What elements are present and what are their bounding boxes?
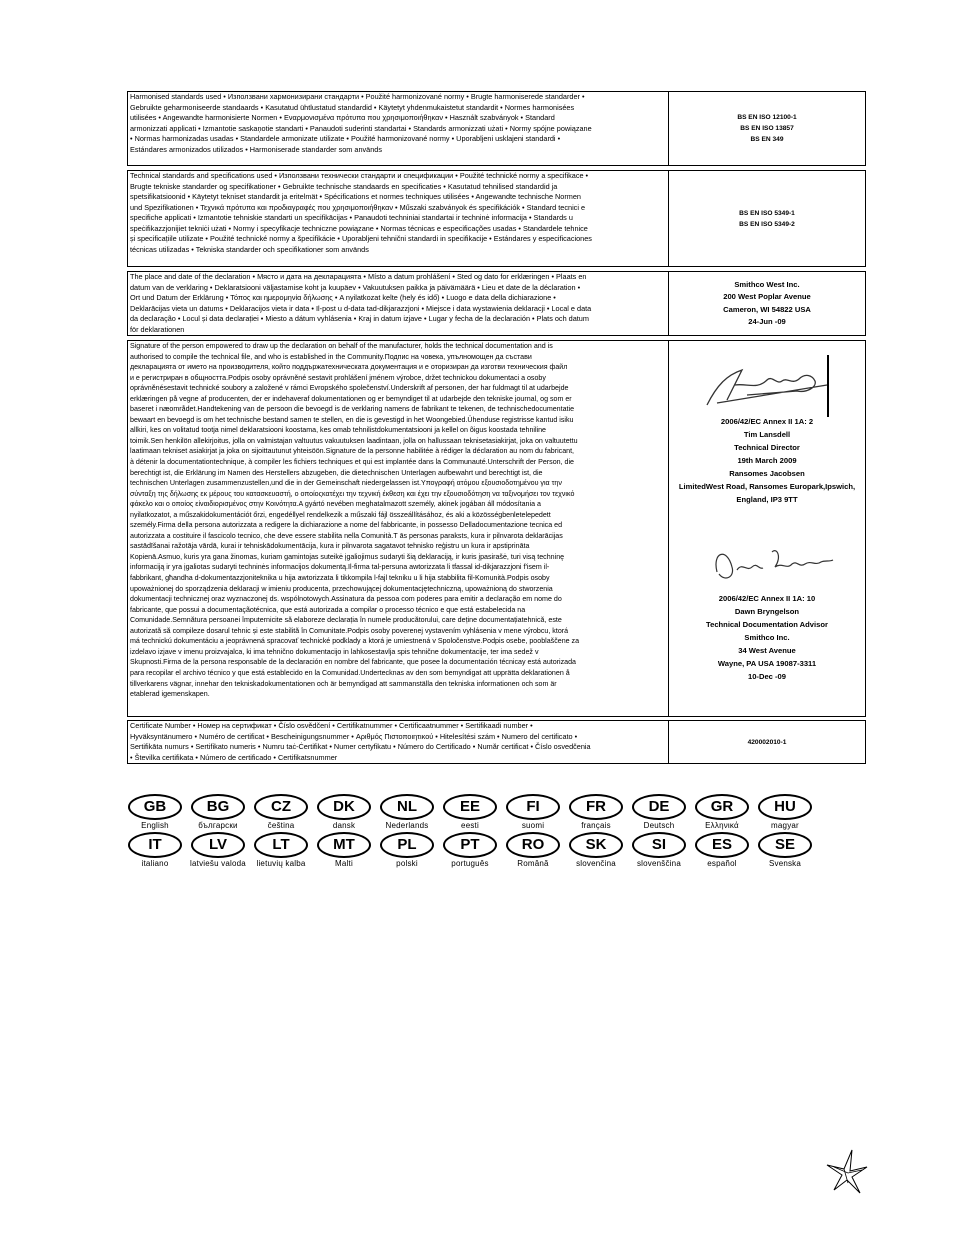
language-name: Svenska bbox=[768, 859, 802, 868]
language-code: EE bbox=[443, 794, 497, 820]
language-name: español bbox=[707, 859, 737, 868]
language-name: italiano bbox=[141, 859, 169, 868]
harmonised-standards-value: BS EN ISO 12100-1 BS EN ISO 13857 BS EN 349 bbox=[737, 114, 797, 143]
signer-2-details: 2006/42/EC Annex II 1A: 10 Dawn Bryngelson Technical Documentation Advisor Smithco Inc. 34 West Avenue Wayne, PA USA 19087-3311 10-Dec -09 bbox=[706, 594, 828, 681]
language-badge-ro bbox=[505, 832, 561, 868]
language-badge-gr bbox=[694, 794, 750, 830]
language-name: dansk bbox=[332, 821, 356, 830]
language-badge-it bbox=[127, 832, 183, 868]
language-code: GR bbox=[695, 794, 749, 820]
language-code: SI bbox=[632, 832, 686, 858]
place-date-row bbox=[127, 271, 866, 336]
language-code: ES bbox=[695, 832, 749, 858]
language-badge-hu bbox=[757, 794, 813, 830]
signatures-column bbox=[669, 341, 865, 716]
language-name: latviešu valoda bbox=[190, 859, 246, 868]
language-code: DK bbox=[317, 794, 371, 820]
star-logo-icon bbox=[822, 1145, 872, 1195]
language-name: Română bbox=[517, 859, 549, 868]
language-badge-pt bbox=[442, 832, 498, 868]
harmonised-standards-row bbox=[127, 91, 866, 166]
language-code: GB bbox=[128, 794, 182, 820]
certificate-number-value: 420002010-1 bbox=[747, 738, 787, 746]
signature-tim-lansdell bbox=[687, 355, 847, 415]
language-code: HU bbox=[758, 794, 812, 820]
language-name: lietuvių kalba bbox=[256, 859, 306, 868]
language-name: Nederlands bbox=[385, 821, 429, 830]
signature-dawn-bryngelson bbox=[687, 532, 847, 592]
signature-row bbox=[127, 340, 866, 717]
language-badge-nl bbox=[379, 794, 435, 830]
language-badge-lt bbox=[253, 832, 309, 868]
language-code: NL bbox=[380, 794, 434, 820]
technical-standards-label: Technical standards and specifications used • Използвани технически стандарти и спецификации • Použité technické normy a specifikace • Brugte tekniske standarder og specifikationer • Gebruikte technische standaards en specificaties • Kasutatud tehnilised standardid ja spetsifikatsioonid • Käytetyt tekniset standardit ja eritelmät • Spécifications et normes techniques utilisées • Angewandte technische Normen und Spezifikationen • Τεχνικά πρότυπα και προδιαγραφές που χρησιμοποιήθηκαν • Műszaki szabványok és specifikációk • Standard tecnici e specifiche applicati • Izmantotie tehniskie standarti un specifikācijas • Panaudoti techniniai standartai ir techninė informacija • Standards u speċifikazzjonijiet tekniċi użati • Normy i specyfikacje techniczne powiązane • Normas técnicas e especificações usadas • Standardele tehnice și specificațiile utilizate • Použité technické normy a špecifikácie • Uporabljeni tehnični standardi in specifikacije • Estándares y especificaciones técnicas utilizadas • Tekniska standarder och specifikationer som används bbox=[128, 171, 669, 266]
language-name: Malti bbox=[335, 859, 353, 868]
language-badge-es bbox=[694, 832, 750, 868]
signer-1-details: 2006/42/EC Annex II 1A: 2 Tim Lansdell Technical Director 19th March 2009 Ransomes Jacobsen LimitedWest Road, Ransomes Europark,Ipswich, England, IP3 9TT bbox=[678, 417, 856, 504]
language-badge-dk bbox=[316, 794, 372, 830]
language-code: SE bbox=[758, 832, 812, 858]
language-badge-si bbox=[631, 832, 687, 868]
signature-divider bbox=[827, 355, 829, 417]
language-name: Ελληνικά bbox=[705, 821, 739, 830]
language-code: LV bbox=[191, 832, 245, 858]
certificate-number-label: Certificate Number • Номер на сертификат • Číslo osvědčení • Certifikatnummer • Certificaatnummer • Sertifikaadi number • Hyväksyntänumero • Numéro de certificat • Bescheinigungsnummer • Αριθμός Πιστοποιητικού • Hitelesítési szám • Numero del certificato • Sertifikāta numurs • Sertifikato numeris • Numru taċ-Ċertifikat • Numer certyfikatu • Número do Certificado • Număr certificat • Číslo osvedčenia • Številka certifikata • Número de certificado • Certifikatsnummer bbox=[128, 721, 669, 763]
place-date-value: Smithco West Inc. 200 West Poplar Avenue Cameron, WI 54822 USA 24-Jun -09 bbox=[723, 279, 811, 326]
language-badge-de bbox=[631, 794, 687, 830]
language-code: PT bbox=[443, 832, 497, 858]
language-badge-mt bbox=[316, 832, 372, 868]
language-code: PL bbox=[380, 832, 434, 858]
harmonised-standards-label: Harmonised standards used • Използвани хармонизирани стандарти • Použité harmonizované normy • Brugte harmoniserede standarder • Gebruikte geharmoniseerde standaards • Kasutatud ühtlustatud standardid • Käytetyt yhdenmukaistetut standardit • Normes harmonisées utilisées • Angewandte harmonisierte Normen • Εναρμονισμένα πρότυπα που χρησιμοποιήθηκαν • Használt szabványok • Standard armonizzati applicati • Izmantotie saskaņotie standarti • Panaudoti suderinti standartai • Standards armonizzati użati • Normy spójne powiązane • Normas harmonizadas usadas • Standardele armonizate utilizate • Použité harmonizované normy • Uporabljeni usklajeni standardi • Estándares armonizados utilizados • Harmoniserade standarder som används bbox=[128, 92, 669, 165]
language-badge-ee bbox=[442, 794, 498, 830]
language-name: français bbox=[581, 821, 611, 830]
language-code: SK bbox=[569, 832, 623, 858]
language-badge-fr bbox=[568, 794, 624, 830]
technical-standards-value: BS EN ISO 5349-1 BS EN ISO 5349-2 bbox=[739, 209, 795, 228]
language-name: suomi bbox=[521, 821, 545, 830]
language-code: FR bbox=[569, 794, 623, 820]
language-badge-bg bbox=[190, 794, 246, 830]
language-name: English bbox=[141, 821, 169, 830]
signer-block-2 bbox=[669, 532, 865, 683]
language-name: polski bbox=[396, 859, 418, 868]
language-code: RO bbox=[506, 832, 560, 858]
language-badge-pl bbox=[379, 832, 435, 868]
language-name: slovenščina bbox=[636, 859, 681, 868]
language-badge-sk bbox=[568, 832, 624, 868]
language-badge-gb bbox=[127, 794, 183, 830]
language-name: čeština bbox=[267, 821, 295, 830]
language-name: slovenčina bbox=[576, 859, 616, 868]
language-badge-se bbox=[757, 832, 813, 868]
signature-declaration-text: Signature of the person empowered to draw up the declaration on behalf of the manufacturer, holds the technical documentation and is authorised to compile the technical file, and who is established in the Community.Подпис на човека, упълномощен да състави декларацията от името на производителя, който поддържатехническата документация и е оторизиран да изготви техническия файл и е регистриран в общността.Podpis osoby oprávněné sestavit prohlášení jménem výrobce, držet technickou dokumentaci a osoby oprávněnésestavit technické soubory a založené v rámci Evropského společenství.Underskrift af personen, der har fuldmagt til at udarbejde erklæringen på vegne af producenten, der er indehaveraf dokumentationen og er bemyndiget til at udarbejde den tekniske journal, og som er baseret i næområdet.Handtekening van de persoon die bevoegd is de verklaring namens de fabrikant te tekenen, de technischedocumentatie bewaart en bevoegd is om het technische bestand samen te stellen, en die is gevestigd in het Woongebied.Ühenduse registrisse kantud isiku allkiri, kes on volitatud tootja nimel deklaratsiooni koostama, kes omab tehnilistdokumentatsiooni ja kellel on õigus koostada tehniline toimik.Sen henkilön allekirjoitus, jolla on valmistajan valtuutus vakuutuksen laadintaan, jolla on hallussaan teknisetasiakirjat, joka on valtuutettu laatimaan tekniset asiakirjat ja joka on sijoittautunut yhteisöön.Signature de la personne habilitée à rédiger la déclaration au nom du fabricant, à détenir la documentationtechnique, à compiler les fichiers techniques et qui est implantée dans la Communauté.Unterschrift der Person, die berechtigt ist, die Erklärung im Namen des Herstellers abzugeben, die dietechnischen Unterlagen aufbewahrt und berechtigt ist, die technischen Unterlagen zusammenzustellen,und die in der Gemeinschaft niedergelassen ist.Υπογραφή ατόμου εξουσιοδοτημένου για την σύνταξη της δήλωσης εκ μέρους του κατασκευαστή, ο οποίοςκατέχει την τεχνική έκθεση και έχει την εξουσιοδότηση να ταξινομήσει τον τεχνικό φάκελο και ο οποίος είναιδιορισμένος στην Κοινότητα.A gyártó nevében meghatalmazott személy, akinek jogában áll módosítania a nyilatkozatot, a műszakidokumentációt őrzi, engedéllyel rendelkezik a műszaki fájl összeállításához, és aki a közösségbenletelepedett személy.Firma della persona autorizzata a redigere la dichiarazione a nome del fabbricante, in possesso Delladocumentazione tecnica ed autorizzata a costituire il fascicolo tecnico, che deve essere stabilita nella Comunità.T ās personas paraksts, kura ir pilnvarota deklarācijas sastādīšanai ražotāja vārdā, kurai ir tehniskādokumentācija, kura ir pilnvarota sagatavot tehnisko reģistru un kura ir apstiprināta Kopienā.Asmuo, kuris yra gana žinomas, kuriam gamintojas suteikė įgaliojimus sudaryti šią deklaraciją, ir kuris įpasirašė, turi visą techninę informaciją ir yra įgaliotas sudaryti techninės informacijos dokumentą.Il-firma tal-persuna awtorizzata li tfassal id-dikjarazzjoni f'isem il- fabbrikant, għandha d-dokumentazzjoniteknika u hija awtorizzata li tikkompila l-fajl tekniku u li hija stabbilita fil-Komunità.Podpis osoby upoważnionej do sporządzenia deklaracji w imieniu producenta, przechowującej dokumentacjętechniczną, upoważnioną do stworzenia dokumentacji technicznej oraz wyznaczonej ds. wspólnotowych.Assinatura da pessoa com poderes para emitir a declaração em nome do fabricante, que possui a documentaçãotécnica, que está autorizada a compilar o processo técnico e que está estabelecida na Comunidade.Semnătura persoanei împuternicite să elaboreze declarația în numele producătorului, care deține documentațiatehnică, este autorizată să compileze dosarul tehnic și este stabilită în Comunitate.Podpis osoby poverenej vystavením vyhlásenia v mene výrobcu, ktorá má technickú dokumentáciu a jeoprávnená spracovať technické podklady a ktorá je umiestnená v Spoločenstve.Podpis osebe, pooblaščene za izdelavo izjave v imenu proizvajalca, ki ima tehnično dokumentacijo in lahkosestavlja spis tehnične dokumentacije, ter ima sedež v Skupnosti.Firma de la persona responsable de la declaración en nombre del fabricante, que posee la documentación técnicay está autorizada para recopilar el archivo técnico y que está establecido en la Comunidad.Undertecknas av den som bemyndigat att upprätta deklarationen å tillverkarens vägnar, innehar den tekniskadokumentationen och är bemyndigad att sammanställa den tekniska informationen och som är etablerad igemenskapen. bbox=[128, 341, 669, 716]
language-code: LT bbox=[254, 832, 308, 858]
language-name: eesti bbox=[461, 821, 479, 830]
language-name: Deutsch bbox=[643, 821, 675, 830]
signer-block-1 bbox=[669, 355, 865, 506]
language-code: DE bbox=[632, 794, 686, 820]
place-date-label: The place and date of the declaration • Място и дата на декларацията • Místo a datum prohlášení • Sted og dato for erklæringen • Plaats en datum van de verklaring • Deklaratsiooni väljastamise koht ja kuupäev • Vakuutuksen paikka ja päivämäärä • Lieu et date de la déclaration • Ort und Datum der Erklärung • Τόπος και ημερομηνία δήλωσης • A nyilatkozat kelte (hely és idő) • Luogo e data della dichiarazione • Deklarācijas vieta un datums • Deklaracijos vieta ir data • Il-post u d-data tad-dikjarazzjoni • Miejsce i data wystawienia deklaracji • Local e data da declaração • Locul și data declarației • Miesto a dátum vyhlásenia • Kraj in datum izjave • Lugar y fecha de la declaración • Plats och datum för deklarationen bbox=[128, 272, 669, 335]
language-badge-lv bbox=[190, 832, 246, 868]
language-code: BG bbox=[191, 794, 245, 820]
language-code: CZ bbox=[254, 794, 308, 820]
technical-standards-row bbox=[127, 170, 866, 267]
language-badge-cz bbox=[253, 794, 309, 830]
language-name: português bbox=[451, 859, 489, 868]
certificate-row bbox=[127, 720, 866, 764]
language-badge-fi bbox=[505, 794, 561, 830]
language-name: magyar bbox=[771, 821, 799, 830]
language-code: IT bbox=[128, 832, 182, 858]
language-code: FI bbox=[506, 794, 560, 820]
language-name: български bbox=[198, 821, 238, 830]
language-code: MT bbox=[317, 832, 371, 858]
